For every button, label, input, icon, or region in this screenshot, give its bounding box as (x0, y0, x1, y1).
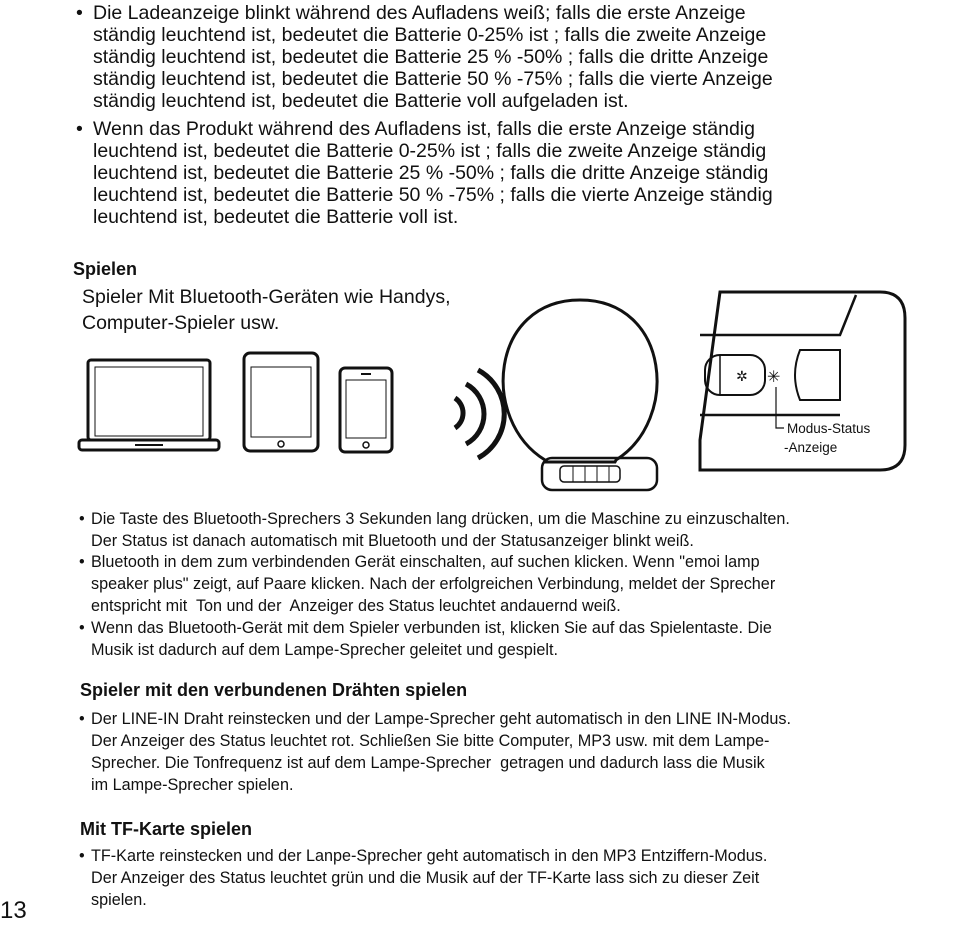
text-line: Bluetooth in dem zum verbindenden Gerät einschalten, auf suchen klicken. Wenn "emoi lamp (91, 553, 760, 571)
section-heading: Spielen (73, 259, 138, 279)
bullet: • (76, 2, 83, 24)
status-led-icon: ✳ (767, 369, 781, 386)
bullet: • (79, 710, 85, 728)
text-line: ständig leuchtend ist, bedeutet die Batterie voll aufgeladen ist. (93, 90, 629, 112)
mode-status-label: Modus-Status (787, 421, 871, 436)
phone-icon (340, 368, 392, 452)
text-line: ständig leuchtend ist, bedeutet die Batterie 50 % -75% ; falls die vierte Anzeige (93, 68, 773, 90)
text-line: entspricht mit Ton und der Anzeiger des Status leuchtet andauernd weiß. (91, 597, 621, 615)
bullet: • (79, 553, 85, 571)
text-line: Musik ist dadurch auf dem Lampe-Sprecher geleitet und gespielt. (91, 641, 558, 659)
text-line: leuchtend ist, bedeutet die Batterie 25 % -50% ; falls die dritte Anzeige ständig (93, 162, 769, 184)
subtitle-line: Computer-Spieler usw. (82, 312, 280, 334)
text-line: leuchtend ist, bedeutet die Batterie 0-25% ist ; falls die zweite Anzeige ständig (93, 140, 767, 162)
text-line: Die Taste des Bluetooth-Sprechers 3 Sekunden lang drücken, um die Maschine zu einzuschalten. (91, 510, 790, 528)
page-number: 13 (0, 897, 27, 924)
text-line: Der Anzeiger des Status leuchtet rot. Schließen Sie bitte Computer, MP3 usw. mit dem Lampe- (91, 732, 770, 750)
text-line: spielen. (91, 891, 147, 909)
text-line: leuchtend ist, bedeutet die Batterie voll ist. (93, 206, 459, 228)
section-heading: Spieler mit den verbundenen Drähten spielen (80, 680, 468, 700)
laptop-icon (79, 360, 219, 450)
bullet: • (79, 510, 85, 528)
text-line: TF-Karte reinstecken und der Lanpe-Sprecher geht automatisch in den MP3 Entziffern-Modus. (91, 847, 768, 865)
text-line: im Lampe-Sprecher spielen. (91, 776, 294, 794)
text-line: Sprecher. Die Tonfrequenz ist auf dem Lampe-Sprecher getragen und dadurch lass die Musik (91, 754, 765, 772)
subtitle-line: Spieler Mit Bluetooth-Geräten wie Handys, (82, 286, 451, 308)
mode-status-label: -Anzeige (784, 440, 838, 455)
text-line: Wenn das Bluetooth-Gerät mit dem Spieler verbunden ist, klicken Sie auf das Spielentaste. Die (91, 619, 772, 637)
bullet: • (79, 619, 85, 637)
bullet: • (76, 118, 83, 140)
text-line: Der LINE-IN Draht reinstecken und der Lampe-Sprecher geht automatisch in den LINE IN-Modus. (91, 710, 791, 728)
text-line: Die Ladeanzeige blinkt während des Aufladens weiß; falls die erste Anzeige (93, 2, 746, 24)
text-line: speaker plus" zeigt, auf Paare klicken. Nach der erfolgreichen Verbindung, meldet der Sprecher (91, 575, 776, 593)
text-line: ständig leuchtend ist, bedeutet die Batterie 0-25% ist ; falls die zweite Anzeige (93, 24, 767, 46)
text-line: Wenn das Produkt während des Aufladens ist, falls die erste Anzeige ständig (93, 118, 755, 140)
text-line: ständig leuchtend ist, bedeutet die Batterie 25 % -50% ; falls die dritte Anzeige (93, 46, 769, 68)
bullet: • (79, 847, 85, 865)
light-icon: ✲ (736, 368, 748, 384)
wireless-signal-icon (455, 370, 504, 458)
text-line: Der Status ist danach automatisch mit Bluetooth und der Statusanzeiger blinkt weiß. (91, 532, 694, 550)
lamp-speaker-icon (503, 300, 657, 490)
text-line: leuchtend ist, bedeutet die Batterie 50 % -75% ; falls die vierte Anzeige ständig (93, 184, 773, 206)
text-line: Der Anzeiger des Status leuchtet grün und die Musik auf der TF-Karte lass sich zu dieser Zeit (91, 869, 760, 887)
section-heading: Mit TF-Karte spielen (80, 819, 253, 839)
tablet-icon (244, 353, 318, 451)
